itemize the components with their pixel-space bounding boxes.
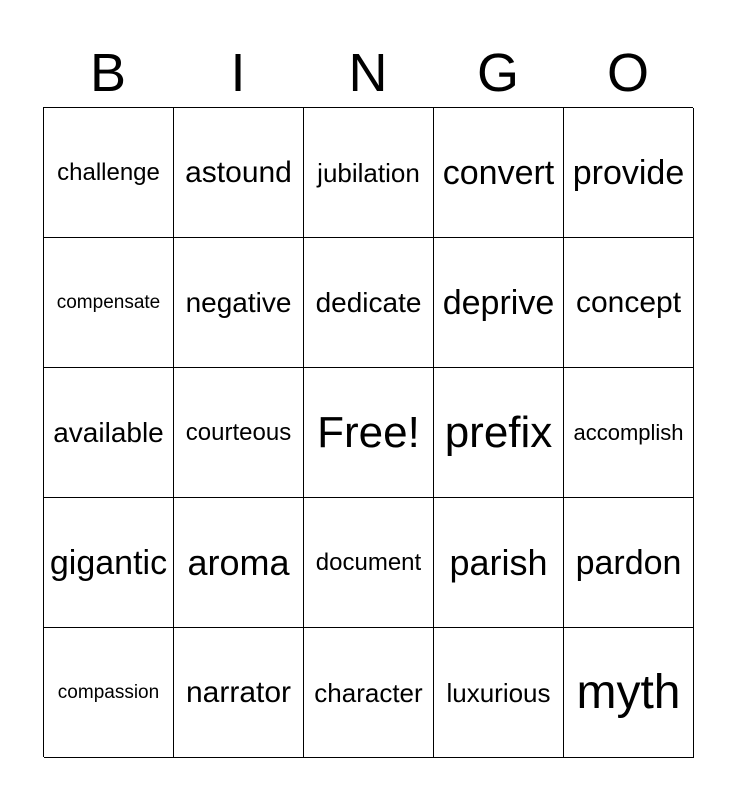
cell-word: concept xyxy=(575,285,682,319)
bingo-cell[interactable] xyxy=(44,628,174,758)
bingo-grid xyxy=(43,107,693,757)
bingo-header xyxy=(43,40,693,106)
cell-word: provide xyxy=(572,153,685,192)
header-letter-b: B xyxy=(89,43,127,103)
bingo-cell[interactable] xyxy=(434,238,564,368)
cell-word: jubilation xyxy=(317,157,420,188)
bingo-cell[interactable] xyxy=(304,628,434,758)
bingo-cell[interactable] xyxy=(44,498,174,628)
cell-word: dedicate xyxy=(315,286,422,318)
bingo-cell[interactable] xyxy=(304,108,434,238)
bingo-cell[interactable] xyxy=(564,238,694,368)
cell-word: accomplish xyxy=(573,419,684,445)
header-letter-o: O xyxy=(606,43,649,103)
cell-word: challenge xyxy=(57,158,160,186)
cell-word: character xyxy=(314,677,423,708)
bingo-cell[interactable] xyxy=(434,628,564,758)
bingo-cell[interactable] xyxy=(434,368,564,498)
bingo-cell[interactable] xyxy=(564,628,694,758)
bingo-cell[interactable] xyxy=(174,108,304,238)
bingo-cell[interactable] xyxy=(174,498,304,628)
cell-word: document xyxy=(315,548,422,576)
bingo-cell[interactable] xyxy=(564,498,694,628)
cell-word: aroma xyxy=(187,541,290,583)
free-space: Free! xyxy=(317,407,420,457)
cell-word: compensate xyxy=(56,292,161,313)
bingo-cell[interactable] xyxy=(434,108,564,238)
cell-word: pardon xyxy=(575,543,682,582)
bingo-cell[interactable] xyxy=(564,368,694,498)
bingo-cell[interactable] xyxy=(174,368,304,498)
bingo-cell[interactable] xyxy=(44,368,174,498)
bingo-cell[interactable] xyxy=(304,498,434,628)
cell-word: convert xyxy=(442,153,555,192)
cell-word: compassion xyxy=(57,682,160,703)
cell-word: courteous xyxy=(185,418,292,446)
bingo-cell[interactable] xyxy=(174,238,304,368)
header-letter-g: G xyxy=(476,43,519,103)
cell-word: prefix xyxy=(444,407,553,457)
cell-word: negative xyxy=(185,286,292,318)
header-letter-n: N xyxy=(348,43,388,103)
bingo-cell[interactable] xyxy=(44,108,174,238)
cell-word: parish xyxy=(449,541,548,583)
bingo-cell[interactable] xyxy=(564,108,694,238)
header-letter-i: I xyxy=(230,43,246,103)
cell-word: deprive xyxy=(442,283,555,322)
cell-word: narrator xyxy=(185,675,292,709)
cell-word: astound xyxy=(185,155,292,189)
bingo-cell[interactable] xyxy=(304,368,434,498)
cell-word: luxurious xyxy=(446,677,551,708)
cell-word: myth xyxy=(576,665,681,719)
bingo-cell[interactable] xyxy=(174,628,304,758)
cell-word: gigantic xyxy=(49,543,168,582)
bingo-cell[interactable] xyxy=(434,498,564,628)
cell-word: available xyxy=(53,416,164,448)
bingo-cell[interactable] xyxy=(44,238,174,368)
bingo-cell[interactable] xyxy=(304,238,434,368)
